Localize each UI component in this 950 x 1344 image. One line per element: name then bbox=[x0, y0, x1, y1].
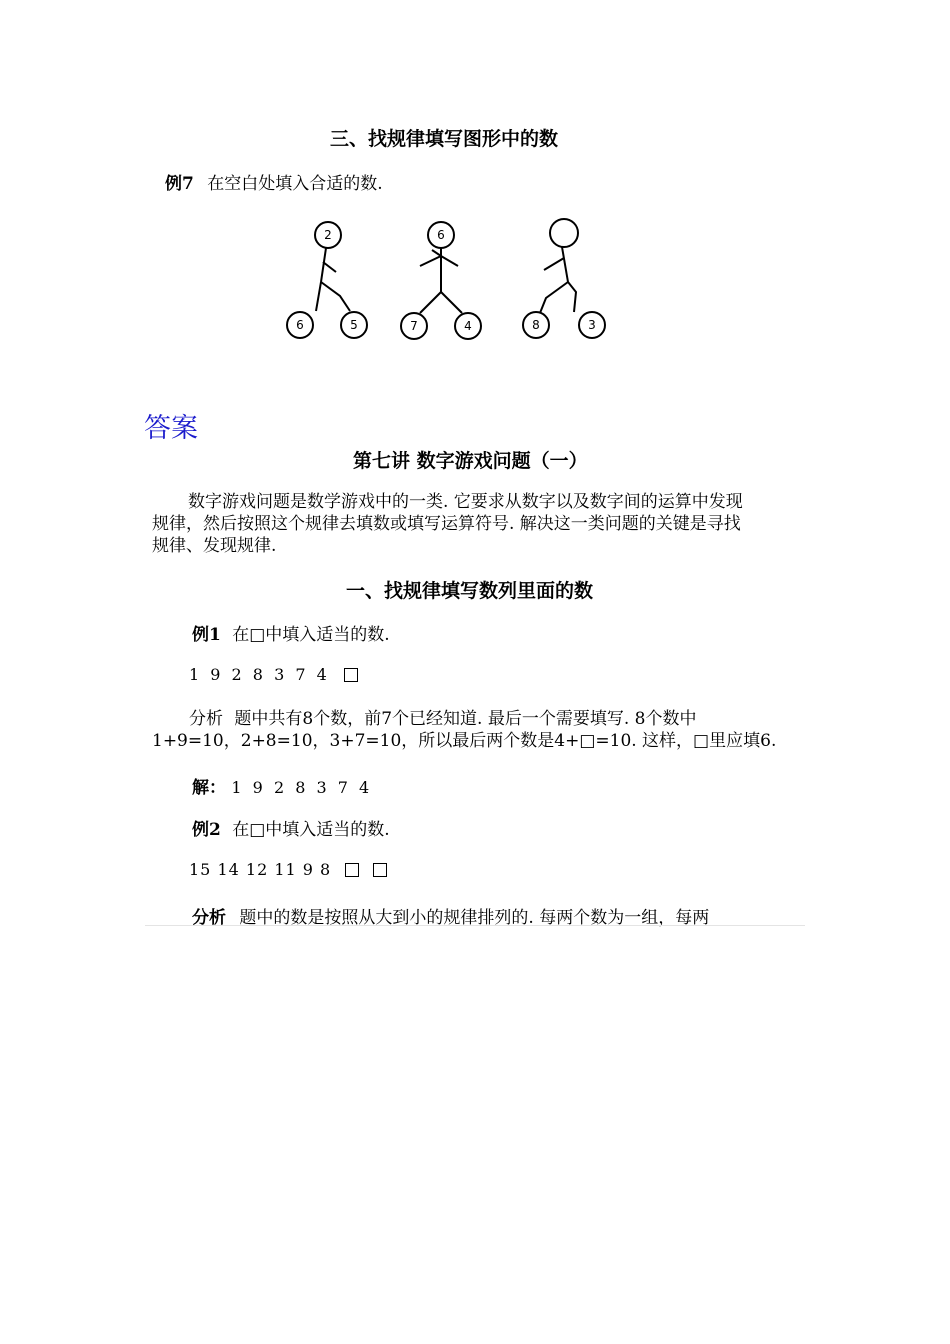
example-7-label: 例7 bbox=[165, 174, 194, 194]
figure-1-arm bbox=[323, 262, 336, 272]
example-2-sequence-numbers: 15 14 12 11 9 8 bbox=[189, 860, 332, 879]
intro-line-1: 数字游戏问题是数学游戏中的一类. 它要求从数字以及数字间的运算中发现 bbox=[188, 492, 743, 512]
figure-2-left-leg bbox=[420, 292, 441, 313]
example-1-sequence-numbers: 1 9 2 8 3 7 4 bbox=[189, 665, 330, 684]
example-1-analysis-label: 分析 bbox=[189, 709, 223, 729]
answer-heading: 答案 bbox=[144, 413, 198, 444]
figure-3-body bbox=[562, 247, 568, 282]
figure-3-right-leg bbox=[568, 282, 576, 312]
example-1-solution bbox=[192, 773, 372, 798]
figure-1-body bbox=[321, 248, 326, 282]
intro-line-2: 规律，然后按照这个规律去填数或填写运算符号. 解决这一类问题的关键是寻找 bbox=[152, 514, 741, 534]
example-1-solution-label: 解： bbox=[192, 778, 226, 798]
example-2 bbox=[192, 815, 390, 840]
figure-3-right-foot-value: 3 bbox=[588, 318, 596, 332]
example-7-text: 在空白处填入合适的数. bbox=[207, 174, 383, 194]
example-1-label: 例1 bbox=[192, 625, 221, 645]
figure-3-left-foot-value: 8 bbox=[532, 318, 540, 332]
figure-1-left-leg bbox=[316, 282, 321, 311]
figure-1-right-leg bbox=[321, 282, 350, 311]
example-2-label: 例2 bbox=[192, 820, 221, 840]
figure-2-right-leg bbox=[441, 292, 462, 313]
figure-2-left-foot-value: 7 bbox=[410, 319, 418, 333]
figure-1-right-foot-value: 5 bbox=[350, 318, 358, 332]
figure-3-head-circle bbox=[550, 219, 578, 247]
example-1 bbox=[192, 620, 390, 645]
stick-figures-diagram bbox=[270, 210, 630, 350]
figure-3-left-leg bbox=[540, 282, 568, 313]
example-7 bbox=[165, 169, 383, 194]
blank-box bbox=[345, 863, 359, 877]
figure-1-head-value: 2 bbox=[324, 228, 332, 242]
example-2-analysis-text: 题中的数是按照从大到小的规律排列的. 每两个数为一组，每两 bbox=[239, 908, 710, 928]
lecture-title: 第七讲 数字游戏问题（一） bbox=[353, 450, 588, 472]
figure-2-head-value: 6 bbox=[437, 228, 445, 242]
section-title-sequence: 一、找规律填写数列里面的数 bbox=[346, 580, 594, 602]
example-1-analysis-line-1 bbox=[189, 708, 696, 730]
intro-line-3: 规律、发现规律. bbox=[152, 536, 277, 556]
example-1-analysis-line-2: 1+9=10，2+8=10，3+7=10，所以最后两个数是4+□=10. 这样，□里应填6. bbox=[152, 731, 777, 751]
example-1-sequence bbox=[189, 665, 358, 684]
example-2-text: 在□中填入适当的数. bbox=[232, 820, 390, 840]
blank-box bbox=[344, 668, 358, 682]
blank-box bbox=[373, 863, 387, 877]
example-1-text: 在□中填入适当的数. bbox=[232, 625, 390, 645]
example-2-analysis-label: 分析 bbox=[192, 908, 226, 928]
page-cut-divider bbox=[145, 925, 805, 926]
section-title-figures: 三、找规律填写图形中的数 bbox=[330, 128, 559, 150]
figure-1-left-foot-value: 6 bbox=[296, 318, 304, 332]
figure-2-right-foot-value: 4 bbox=[464, 319, 472, 333]
example-1-analysis-text: 题中共有8个数，前7个已经知道. 最后一个需要填写. 8个数中 bbox=[234, 709, 697, 729]
figure-2-arms bbox=[420, 256, 458, 266]
example-2-sequence bbox=[189, 860, 387, 879]
example-1-solution-sequence: 1 9 2 8 3 7 4 bbox=[231, 778, 373, 797]
figure-3-arm bbox=[544, 258, 564, 270]
figure-2-neck-left bbox=[432, 250, 441, 256]
